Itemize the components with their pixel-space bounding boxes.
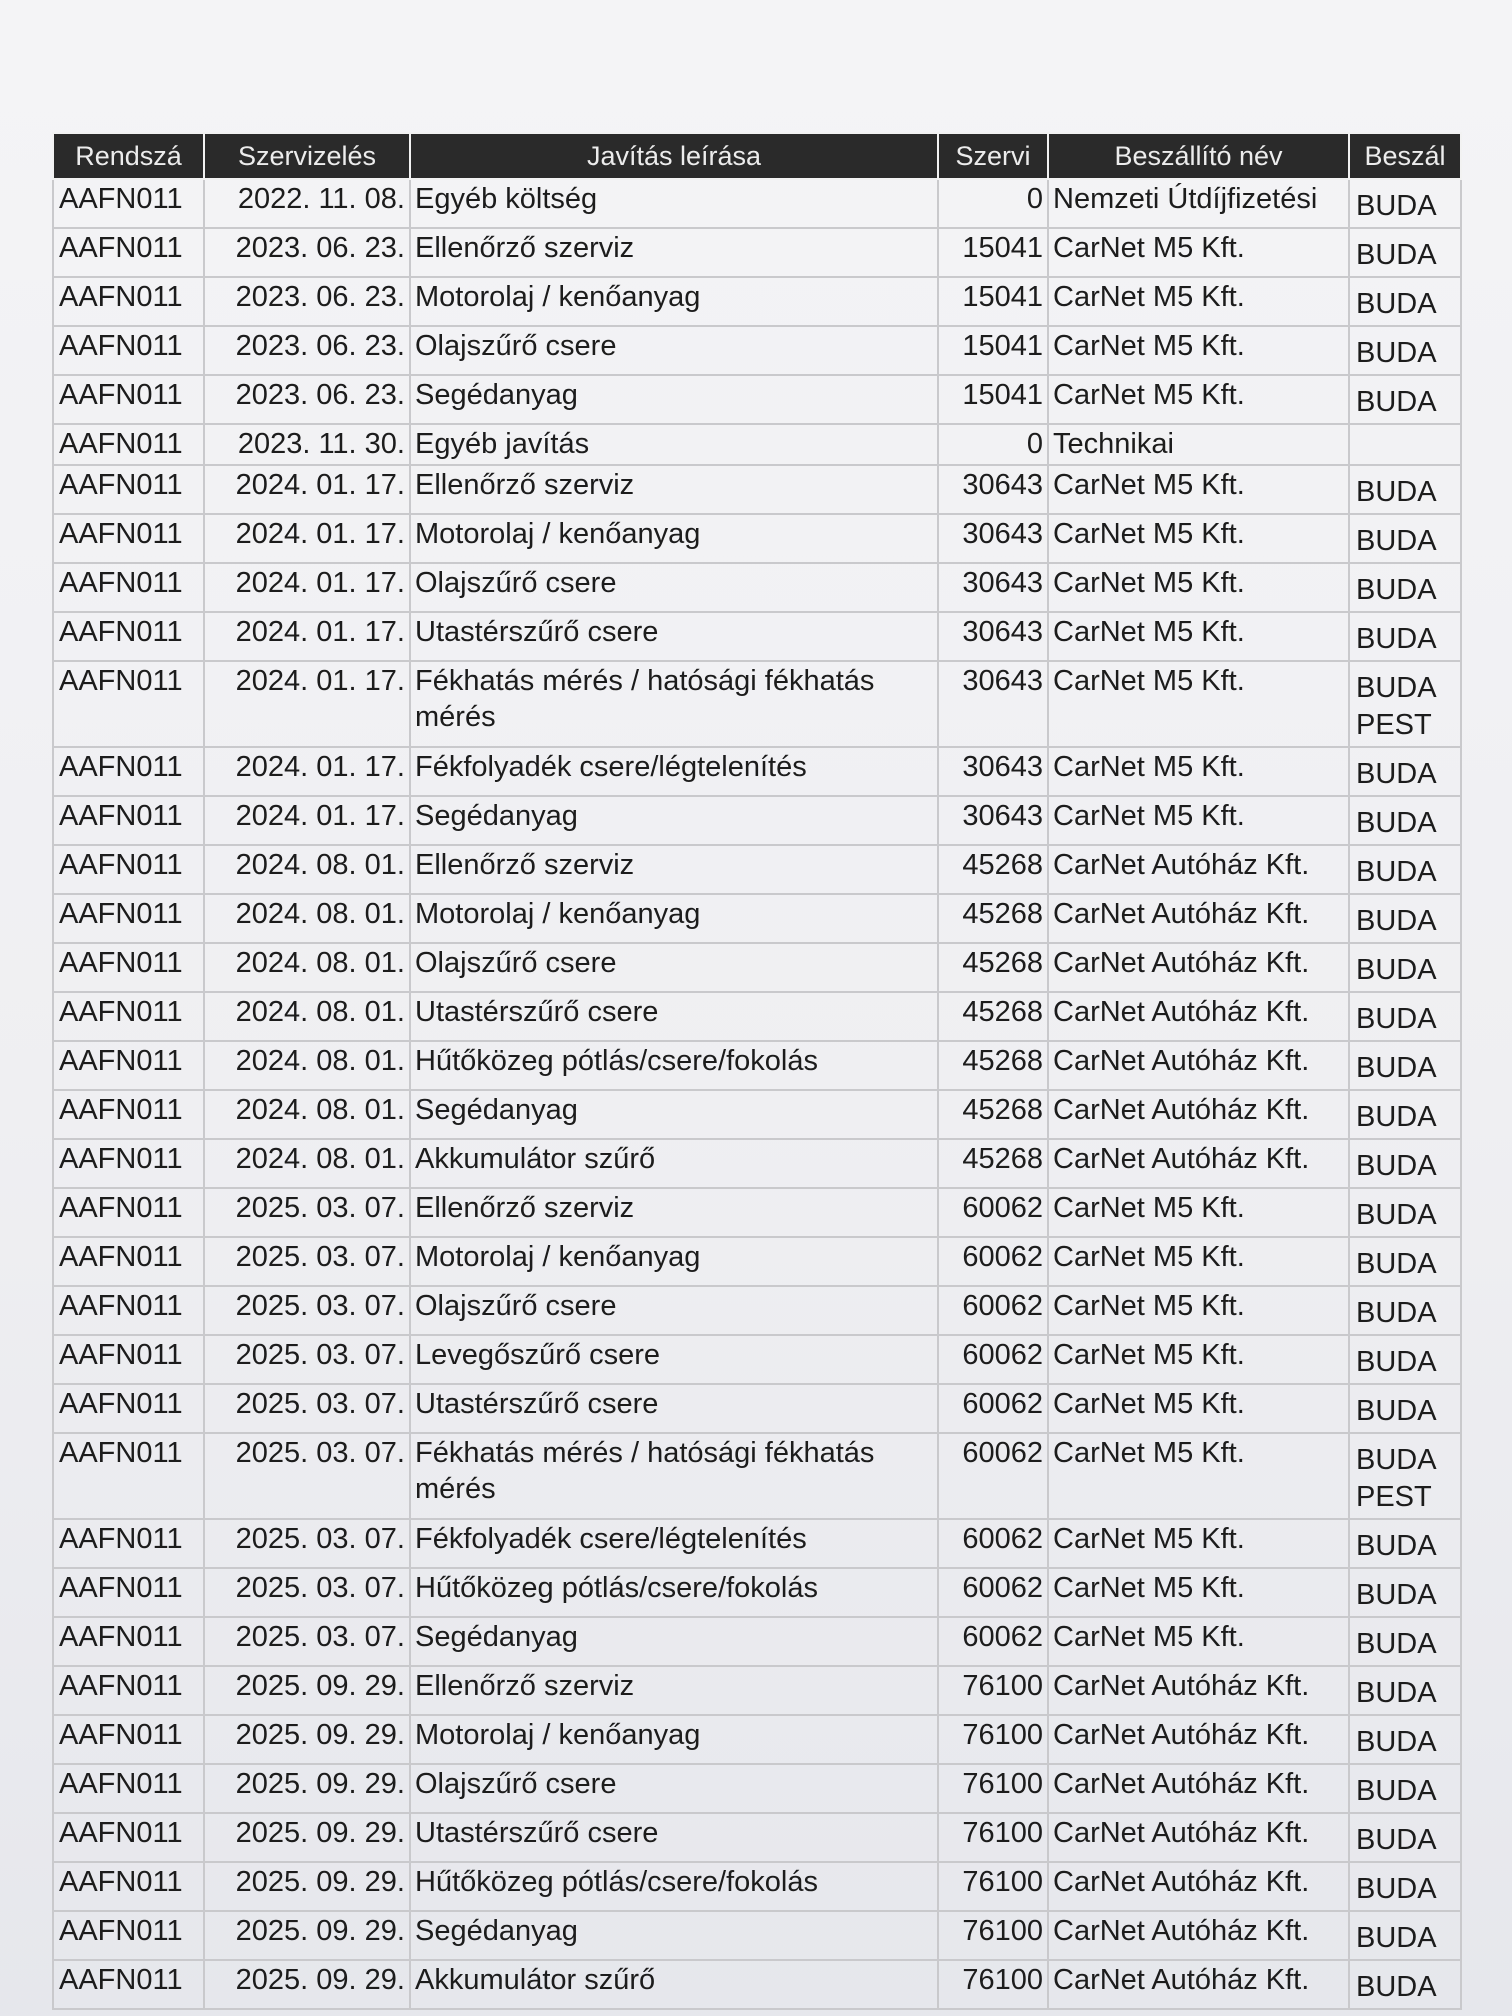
table-row xyxy=(53,1286,1461,1335)
service-number-cell: 15041 xyxy=(938,326,1048,375)
service-number-cell: 76100 xyxy=(938,1764,1048,1813)
plate-cell: AAFN011 xyxy=(53,424,204,465)
table-row xyxy=(53,1960,1461,2009)
supplier-location-cell: BUDA xyxy=(1349,1090,1461,1139)
service-number-cell: 30643 xyxy=(938,661,1048,747)
supplier-name-cell: CarNet M5 Kft. xyxy=(1048,796,1349,845)
supplier-location-cell: BUDA xyxy=(1349,1139,1461,1188)
plate-cell: AAFN011 xyxy=(53,465,204,514)
service-date-cell: 2024. 01. 17. xyxy=(204,747,410,796)
plate-cell: AAFN011 xyxy=(53,1237,204,1286)
service-number-cell: 60062 xyxy=(938,1286,1048,1335)
supplier-name-cell: CarNet Autóház Kft. xyxy=(1048,1139,1349,1188)
supplier-location-cell: BUDA xyxy=(1349,326,1461,375)
repair-description-cell: Olajszűrő csere xyxy=(410,326,938,375)
supplier-name-cell: CarNet M5 Kft. xyxy=(1048,1384,1349,1433)
service-date-cell: 2023. 06. 23. xyxy=(204,228,410,277)
service-date-cell: 2024. 01. 17. xyxy=(204,796,410,845)
plate-cell: AAFN011 xyxy=(53,1617,204,1666)
repair-description-cell: Motorolaj / kenőanyag xyxy=(410,1715,938,1764)
repair-description-cell: Motorolaj / kenőanyag xyxy=(410,277,938,326)
table-row xyxy=(53,375,1461,424)
service-date-cell: 2025. 09. 29. xyxy=(204,1911,410,1960)
plate-cell: AAFN011 xyxy=(53,179,204,228)
table-row xyxy=(53,747,1461,796)
service-date-cell: 2025. 09. 29. xyxy=(204,1813,410,1862)
plate-cell: AAFN011 xyxy=(53,1384,204,1433)
supplier-location-cell: BUDA xyxy=(1349,612,1461,661)
header-service-date: Szervizelés xyxy=(204,133,410,179)
supplier-name-cell: Technikai xyxy=(1048,424,1349,465)
plate-cell: AAFN011 xyxy=(53,1911,204,1960)
supplier-name-cell: CarNet M5 Kft. xyxy=(1048,1335,1349,1384)
supplier-name-cell: CarNet M5 Kft. xyxy=(1048,1433,1349,1519)
service-number-cell: 45268 xyxy=(938,992,1048,1041)
header-plate: Rendszá xyxy=(53,133,204,179)
header-service-number: Szervi xyxy=(938,133,1048,179)
service-number-cell: 60062 xyxy=(938,1335,1048,1384)
service-date-cell: 2023. 11. 30. xyxy=(204,424,410,465)
repair-description-cell: Motorolaj / kenőanyag xyxy=(410,514,938,563)
supplier-name-cell: CarNet M5 Kft. xyxy=(1048,1519,1349,1568)
header-row xyxy=(53,133,1461,179)
plate-cell: AAFN011 xyxy=(53,1715,204,1764)
supplier-name-cell: CarNet Autóház Kft. xyxy=(1048,1960,1349,2009)
service-date-cell: 2025. 03. 07. xyxy=(204,1286,410,1335)
plate-cell: AAFN011 xyxy=(53,514,204,563)
supplier-location-cell: BUDA xyxy=(1349,1813,1461,1862)
header-supplier-name: Beszállító név xyxy=(1048,133,1349,179)
service-date-cell: 2023. 06. 23. xyxy=(204,375,410,424)
service-date-cell: 2025. 09. 29. xyxy=(204,1764,410,1813)
service-number-cell: 15041 xyxy=(938,277,1048,326)
repair-description-cell: Olajszűrő csere xyxy=(410,943,938,992)
table-row xyxy=(53,179,1461,228)
service-date-cell: 2024. 08. 01. xyxy=(204,992,410,1041)
repair-description-cell: Hűtőközeg pótlás/csere/fokolás xyxy=(410,1862,938,1911)
plate-cell: AAFN011 xyxy=(53,1813,204,1862)
service-date-cell: 2025. 03. 07. xyxy=(204,1335,410,1384)
table-row xyxy=(53,1139,1461,1188)
table-row xyxy=(53,845,1461,894)
service-date-cell: 2025. 03. 07. xyxy=(204,1568,410,1617)
service-date-cell: 2024. 08. 01. xyxy=(204,845,410,894)
repair-description-cell: Segédanyag xyxy=(410,1617,938,1666)
repair-description-cell: Olajszűrő csere xyxy=(410,563,938,612)
repair-description-cell: Fékfolyadék csere/légtelenítés xyxy=(410,1519,938,1568)
service-date-cell: 2025. 03. 07. xyxy=(204,1433,410,1519)
repair-description-cell: Ellenőrző szerviz xyxy=(410,228,938,277)
plate-cell: AAFN011 xyxy=(53,1433,204,1519)
table-row xyxy=(53,1862,1461,1911)
table-row xyxy=(53,277,1461,326)
table-row xyxy=(53,424,1461,465)
repair-description-cell: Egyéb javítás xyxy=(410,424,938,465)
plate-cell: AAFN011 xyxy=(53,1519,204,1568)
service-number-cell: 0 xyxy=(938,179,1048,228)
supplier-location-cell: BUDA xyxy=(1349,1286,1461,1335)
service-number-cell: 30643 xyxy=(938,563,1048,612)
supplier-name-cell: CarNet Autóház Kft. xyxy=(1048,894,1349,943)
table-row xyxy=(53,514,1461,563)
table-row xyxy=(53,228,1461,277)
table-row xyxy=(53,1617,1461,1666)
repair-description-cell: Egyéb költség xyxy=(410,179,938,228)
table-row xyxy=(53,1433,1461,1519)
table-row xyxy=(53,1188,1461,1237)
service-date-cell: 2025. 09. 29. xyxy=(204,1862,410,1911)
plate-cell: AAFN011 xyxy=(53,326,204,375)
supplier-location-cell: BUDA xyxy=(1349,1519,1461,1568)
supplier-location-cell: BUDA xyxy=(1349,1617,1461,1666)
supplier-name-cell: CarNet M5 Kft. xyxy=(1048,228,1349,277)
service-number-cell: 45268 xyxy=(938,894,1048,943)
supplier-location-cell: BUDA xyxy=(1349,375,1461,424)
plate-cell: AAFN011 xyxy=(53,661,204,747)
supplier-location-cell: BUDA xyxy=(1349,514,1461,563)
repair-description-cell: Hűtőközeg pótlás/csere/fokolás xyxy=(410,1568,938,1617)
plate-cell: AAFN011 xyxy=(53,1862,204,1911)
table-row xyxy=(53,1041,1461,1090)
service-number-cell: 45268 xyxy=(938,1139,1048,1188)
supplier-location-cell: BUDA xyxy=(1349,465,1461,514)
service-date-cell: 2024. 01. 17. xyxy=(204,661,410,747)
plate-cell: AAFN011 xyxy=(53,612,204,661)
service-number-cell: 60062 xyxy=(938,1188,1048,1237)
repair-description-cell: Levegőszűrő csere xyxy=(410,1335,938,1384)
repair-description-cell: Segédanyag xyxy=(410,796,938,845)
table-row xyxy=(53,894,1461,943)
table-row xyxy=(53,1335,1461,1384)
service-date-cell: 2025. 03. 07. xyxy=(204,1617,410,1666)
supplier-location-cell: BUDA xyxy=(1349,277,1461,326)
table-row xyxy=(53,1519,1461,1568)
repair-description-cell: Ellenőrző szerviz xyxy=(410,1188,938,1237)
service-number-cell: 15041 xyxy=(938,375,1048,424)
table-row xyxy=(53,1813,1461,1862)
table-row xyxy=(53,661,1461,747)
repair-description-cell: Segédanyag xyxy=(410,375,938,424)
repair-description-cell: Olajszűrő csere xyxy=(410,1764,938,1813)
supplier-name-cell: CarNet M5 Kft. xyxy=(1048,1237,1349,1286)
plate-cell: AAFN011 xyxy=(53,228,204,277)
supplier-name-cell: CarNet Autóház Kft. xyxy=(1048,1666,1349,1715)
supplier-name-cell: CarNet Autóház Kft. xyxy=(1048,1911,1349,1960)
service-number-cell: 60062 xyxy=(938,1237,1048,1286)
supplier-location-cell: BUDA xyxy=(1349,992,1461,1041)
plate-cell: AAFN011 xyxy=(53,1041,204,1090)
supplier-location-cell xyxy=(1349,424,1461,465)
plate-cell: AAFN011 xyxy=(53,1568,204,1617)
supplier-location-cell: BUDA xyxy=(1349,845,1461,894)
service-history-table xyxy=(52,132,1462,2010)
plate-cell: AAFN011 xyxy=(53,277,204,326)
supplier-name-cell: CarNet M5 Kft. xyxy=(1048,1286,1349,1335)
repair-description-cell: Hűtőközeg pótlás/csere/fokolás xyxy=(410,1041,938,1090)
supplier-location-cell: BUDA xyxy=(1349,1911,1461,1960)
service-date-cell: 2024. 08. 01. xyxy=(204,943,410,992)
service-date-cell: 2025. 03. 07. xyxy=(204,1384,410,1433)
service-number-cell: 76100 xyxy=(938,1862,1048,1911)
supplier-name-cell: CarNet M5 Kft. xyxy=(1048,563,1349,612)
supplier-name-cell: CarNet Autóház Kft. xyxy=(1048,1813,1349,1862)
service-date-cell: 2024. 08. 01. xyxy=(204,1041,410,1090)
supplier-name-cell: CarNet Autóház Kft. xyxy=(1048,943,1349,992)
supplier-location-cell: BUDA xyxy=(1349,1568,1461,1617)
repair-description-cell: Akkumulátor szűrő xyxy=(410,1139,938,1188)
supplier-location-cell: BUDA xyxy=(1349,796,1461,845)
plate-cell: AAFN011 xyxy=(53,1139,204,1188)
table-body xyxy=(53,179,1461,2009)
plate-cell: AAFN011 xyxy=(53,796,204,845)
supplier-name-cell: CarNet Autóház Kft. xyxy=(1048,1862,1349,1911)
plate-cell: AAFN011 xyxy=(53,1188,204,1237)
service-date-cell: 2023. 06. 23. xyxy=(204,326,410,375)
service-number-cell: 60062 xyxy=(938,1617,1048,1666)
supplier-name-cell: CarNet M5 Kft. xyxy=(1048,514,1349,563)
service-number-cell: 60062 xyxy=(938,1384,1048,1433)
supplier-location-cell: BUDA PEST xyxy=(1349,661,1461,747)
table-row xyxy=(53,1568,1461,1617)
table-row xyxy=(53,1384,1461,1433)
service-date-cell: 2025. 03. 07. xyxy=(204,1188,410,1237)
repair-description-cell: Fékhatás mérés / hatósági fékhatás mérés xyxy=(410,1433,938,1519)
repair-description-cell: Utastérszűrő csere xyxy=(410,612,938,661)
supplier-name-cell: CarNet Autóház Kft. xyxy=(1048,845,1349,894)
supplier-location-cell: BUDA xyxy=(1349,1666,1461,1715)
plate-cell: AAFN011 xyxy=(53,747,204,796)
header-repair-description: Javítás leírása xyxy=(410,133,938,179)
service-number-cell: 76100 xyxy=(938,1960,1048,2009)
table-row xyxy=(53,465,1461,514)
service-date-cell: 2023. 06. 23. xyxy=(204,277,410,326)
service-date-cell: 2024. 01. 17. xyxy=(204,563,410,612)
service-date-cell: 2025. 09. 29. xyxy=(204,1960,410,2009)
table-row xyxy=(53,1764,1461,1813)
supplier-location-cell: BUDA xyxy=(1349,1384,1461,1433)
table-row xyxy=(53,796,1461,845)
service-number-cell: 60062 xyxy=(938,1519,1048,1568)
service-number-cell: 45268 xyxy=(938,845,1048,894)
supplier-location-cell: BUDA xyxy=(1349,1041,1461,1090)
service-record-sheet xyxy=(52,132,1460,2010)
service-number-cell: 30643 xyxy=(938,514,1048,563)
service-date-cell: 2024. 08. 01. xyxy=(204,1090,410,1139)
service-number-cell: 30643 xyxy=(938,612,1048,661)
service-date-cell: 2025. 03. 07. xyxy=(204,1519,410,1568)
supplier-name-cell: CarNet M5 Kft. xyxy=(1048,1568,1349,1617)
table-row xyxy=(53,1090,1461,1139)
repair-description-cell: Segédanyag xyxy=(410,1090,938,1139)
supplier-name-cell: CarNet M5 Kft. xyxy=(1048,375,1349,424)
repair-description-cell: Ellenőrző szerviz xyxy=(410,1666,938,1715)
service-date-cell: 2024. 08. 01. xyxy=(204,894,410,943)
repair-description-cell: Olajszűrő csere xyxy=(410,1286,938,1335)
repair-description-cell: Ellenőrző szerviz xyxy=(410,845,938,894)
supplier-name-cell: CarNet M5 Kft. xyxy=(1048,277,1349,326)
table-row xyxy=(53,612,1461,661)
repair-description-cell: Ellenőrző szerviz xyxy=(410,465,938,514)
supplier-location-cell: BUDA xyxy=(1349,943,1461,992)
supplier-location-cell: BUDA xyxy=(1349,1237,1461,1286)
supplier-location-cell: BUDA xyxy=(1349,1764,1461,1813)
service-number-cell: 30643 xyxy=(938,796,1048,845)
supplier-name-cell: CarNet Autóház Kft. xyxy=(1048,1764,1349,1813)
service-date-cell: 2024. 01. 17. xyxy=(204,514,410,563)
repair-description-cell: Fékhatás mérés / hatósági fékhatás mérés xyxy=(410,661,938,747)
service-date-cell: 2025. 09. 29. xyxy=(204,1715,410,1764)
supplier-name-cell: CarNet Autóház Kft. xyxy=(1048,992,1349,1041)
table-row xyxy=(53,943,1461,992)
service-date-cell: 2024. 01. 17. xyxy=(204,612,410,661)
supplier-name-cell: CarNet Autóház Kft. xyxy=(1048,1090,1349,1139)
service-number-cell: 60062 xyxy=(938,1568,1048,1617)
table-row xyxy=(53,1715,1461,1764)
service-number-cell: 76100 xyxy=(938,1813,1048,1862)
plate-cell: AAFN011 xyxy=(53,375,204,424)
plate-cell: AAFN011 xyxy=(53,992,204,1041)
supplier-name-cell: CarNet M5 Kft. xyxy=(1048,661,1349,747)
supplier-name-cell: CarNet M5 Kft. xyxy=(1048,612,1349,661)
repair-description-cell: Motorolaj / kenőanyag xyxy=(410,1237,938,1286)
table-row xyxy=(53,326,1461,375)
plate-cell: AAFN011 xyxy=(53,894,204,943)
supplier-location-cell: BUDA xyxy=(1349,179,1461,228)
supplier-name-cell: Nemzeti Útdíjfizetési xyxy=(1048,179,1349,228)
service-number-cell: 60062 xyxy=(938,1433,1048,1519)
plate-cell: AAFN011 xyxy=(53,1335,204,1384)
service-date-cell: 2025. 03. 07. xyxy=(204,1237,410,1286)
plate-cell: AAFN011 xyxy=(53,943,204,992)
table-row xyxy=(53,563,1461,612)
supplier-location-cell: BUDA xyxy=(1349,1960,1461,2009)
supplier-location-cell: BUDA xyxy=(1349,1335,1461,1384)
plate-cell: AAFN011 xyxy=(53,563,204,612)
repair-description-cell: Segédanyag xyxy=(410,1911,938,1960)
plate-cell: AAFN011 xyxy=(53,1960,204,2009)
plate-cell: AAFN011 xyxy=(53,845,204,894)
service-date-cell: 2024. 01. 17. xyxy=(204,465,410,514)
service-number-cell: 30643 xyxy=(938,465,1048,514)
supplier-location-cell: BUDA xyxy=(1349,747,1461,796)
repair-description-cell: Utastérszűrő csere xyxy=(410,992,938,1041)
table-row xyxy=(53,1911,1461,1960)
service-number-cell: 45268 xyxy=(938,943,1048,992)
service-number-cell: 45268 xyxy=(938,1041,1048,1090)
supplier-name-cell: CarNet M5 Kft. xyxy=(1048,747,1349,796)
header-supplier-location: Beszál xyxy=(1349,133,1461,179)
repair-description-cell: Utastérszűrő csere xyxy=(410,1813,938,1862)
repair-description-cell: Akkumulátor szűrő xyxy=(410,1960,938,2009)
supplier-location-cell: BUDA xyxy=(1349,1715,1461,1764)
service-number-cell: 45268 xyxy=(938,1090,1048,1139)
table-header xyxy=(53,133,1461,179)
supplier-name-cell: CarNet M5 Kft. xyxy=(1048,465,1349,514)
service-number-cell: 30643 xyxy=(938,747,1048,796)
service-number-cell: 0 xyxy=(938,424,1048,465)
service-number-cell: 76100 xyxy=(938,1715,1048,1764)
repair-description-cell: Utastérszűrő csere xyxy=(410,1384,938,1433)
supplier-name-cell: CarNet M5 Kft. xyxy=(1048,1188,1349,1237)
supplier-location-cell: BUDA xyxy=(1349,1188,1461,1237)
plate-cell: AAFN011 xyxy=(53,1666,204,1715)
plate-cell: AAFN011 xyxy=(53,1286,204,1335)
plate-cell: AAFN011 xyxy=(53,1764,204,1813)
supplier-location-cell: BUDA xyxy=(1349,894,1461,943)
supplier-location-cell: BUDA xyxy=(1349,1862,1461,1911)
service-number-cell: 76100 xyxy=(938,1666,1048,1715)
table-row xyxy=(53,1666,1461,1715)
supplier-name-cell: CarNet Autóház Kft. xyxy=(1048,1715,1349,1764)
supplier-name-cell: CarNet M5 Kft. xyxy=(1048,326,1349,375)
repair-description-cell: Motorolaj / kenőanyag xyxy=(410,894,938,943)
table-row xyxy=(53,1237,1461,1286)
supplier-name-cell: CarNet M5 Kft. xyxy=(1048,1617,1349,1666)
supplier-name-cell: CarNet Autóház Kft. xyxy=(1048,1041,1349,1090)
service-date-cell: 2024. 08. 01. xyxy=(204,1139,410,1188)
supplier-location-cell: BUDA xyxy=(1349,228,1461,277)
plate-cell: AAFN011 xyxy=(53,1090,204,1139)
supplier-location-cell: BUDA xyxy=(1349,563,1461,612)
service-number-cell: 76100 xyxy=(938,1911,1048,1960)
supplier-location-cell: BUDA PEST xyxy=(1349,1433,1461,1519)
service-date-cell: 2025. 09. 29. xyxy=(204,1666,410,1715)
service-date-cell: 2022. 11. 08. xyxy=(204,179,410,228)
table-row xyxy=(53,992,1461,1041)
service-number-cell: 15041 xyxy=(938,228,1048,277)
repair-description-cell: Fékfolyadék csere/légtelenítés xyxy=(410,747,938,796)
